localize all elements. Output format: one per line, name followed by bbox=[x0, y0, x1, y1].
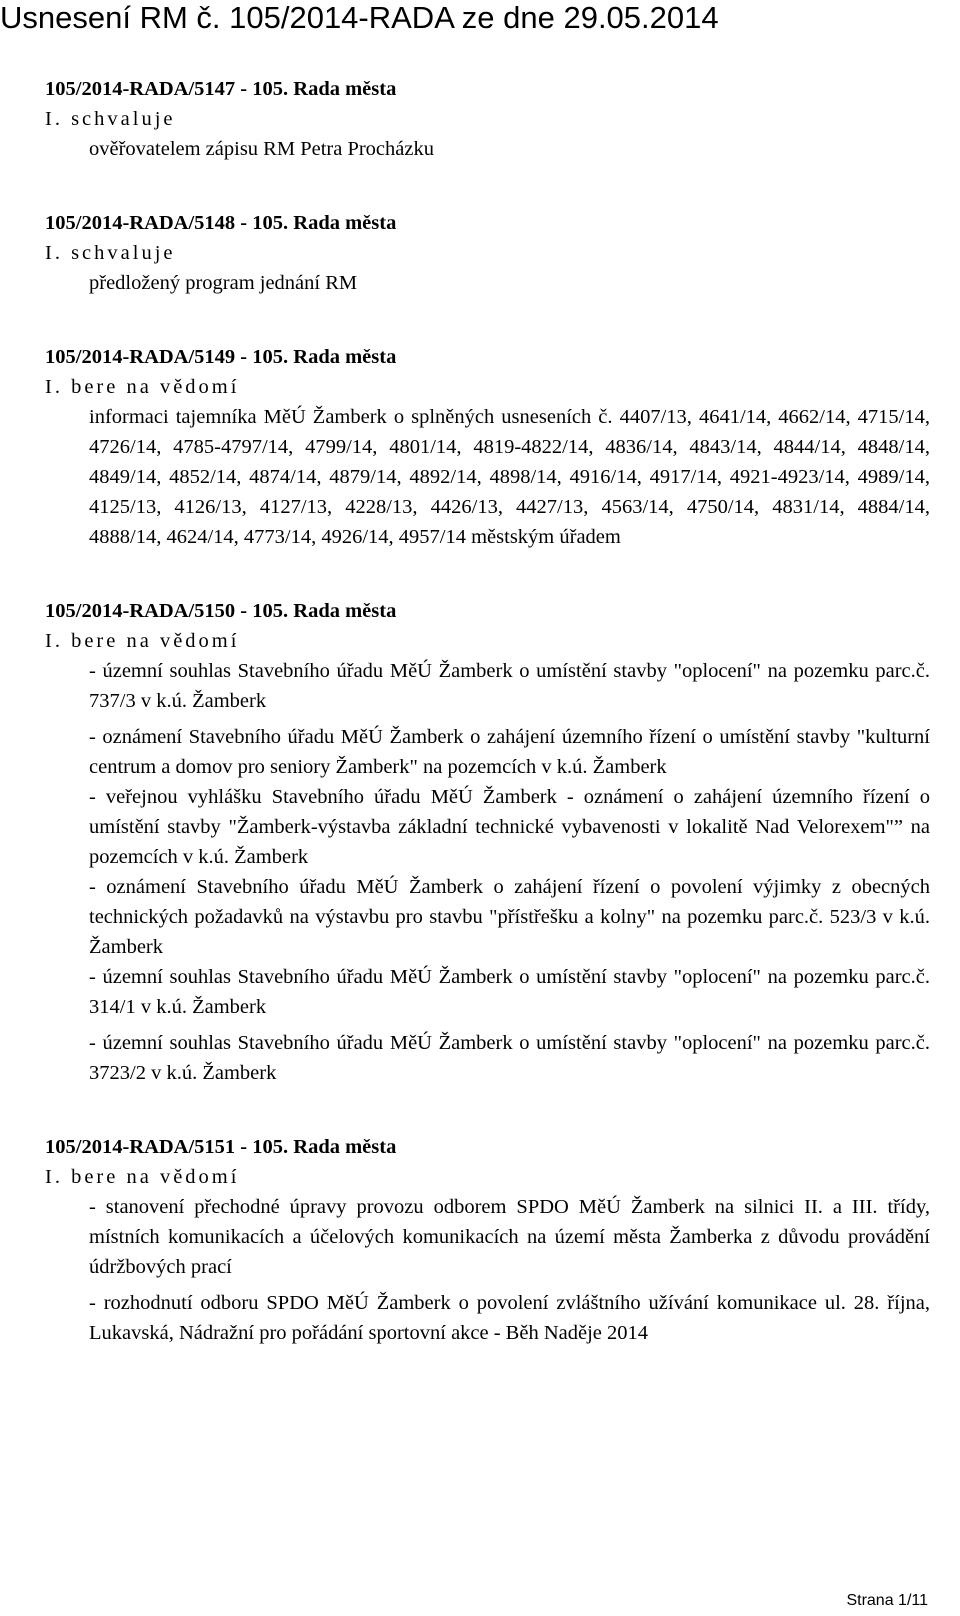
resolution-verb: I. bere na vědomí bbox=[45, 376, 240, 398]
resolution-id: 105/2014-RADA/5148 - 105. Rada města bbox=[45, 212, 397, 234]
resolution-items bbox=[89, 656, 930, 1088]
list-item: - oznámení Stavebního úřadu MěÚ Žamberk o zahájení územního řízení o umístění stavby "kulturní centrum a domov pro seniory Žamberk" na pozemcích v k.ú. Žamberk bbox=[89, 726, 930, 778]
resolution-5150 bbox=[45, 596, 930, 1088]
resolution-verb: I. schvaluje bbox=[45, 242, 176, 264]
resolution-5147 bbox=[45, 74, 930, 164]
resolution-id: 105/2014-RADA/5149 - 105. Rada města bbox=[45, 346, 397, 368]
resolutions-list bbox=[45, 74, 930, 1392]
resolution-id: 105/2014-RADA/5151 - 105. Rada města bbox=[45, 1136, 397, 1158]
list-item: - stanovení přechodné úpravy provozu odborem SPDO MěÚ Žamberk na silnici II. a III. třídy, místních komunikacích a účelových komunikacích na území města Žamberka z důvodu provádění údržbových prací bbox=[89, 1196, 930, 1278]
resolution-5148 bbox=[45, 208, 930, 298]
resolution-5149 bbox=[45, 342, 930, 552]
resolution-5151 bbox=[45, 1132, 930, 1348]
resolution-id: 105/2014-RADA/5150 - 105. Rada města bbox=[45, 600, 397, 622]
list-item: - oznámení Stavebního úřadu MěÚ Žamberk o zahájení řízení o povolení výjimky z obecných technických požadavků na výstavbu pro stavbu "přístřešku a kolny" na pozemku parc.č. 523/3 v k.ú. Žamberk bbox=[89, 876, 930, 958]
page-number: Strana 1/11 bbox=[846, 1592, 928, 1609]
list-item: - veřejnou vyhlášku Stavebního úřadu MěÚ Žamberk - oznámení o zahájení územního řízení o umístění stavby "Žamberk-výstavba základní technické vybavenosti v lokalitě Nad Velorexem"” na pozemcích v k.ú. Žamberk bbox=[89, 786, 930, 868]
resolution-items bbox=[89, 1192, 930, 1348]
list-item: - územní souhlas Stavebního úřadu MěÚ Žamberk o umístění stavby "oplocení" na pozemku parc.č. 314/1 v k.ú. Žamberk bbox=[89, 966, 930, 1018]
list-item: - územní souhlas Stavebního úřadu MěÚ Žamberk o umístění stavby "oplocení" na pozemku parc.č. 737/3 v k.ú. Žamberk bbox=[89, 660, 930, 712]
resolution-text: předložený program jednání RM bbox=[89, 272, 358, 294]
resolution-verb: I. bere na vědomí bbox=[45, 1166, 240, 1188]
resolution-verb: I. bere na vědomí bbox=[45, 630, 240, 652]
resolution-text: ověřovatelem zápisu RM Petra Procházku bbox=[89, 138, 434, 160]
resolution-verb: I. schvaluje bbox=[45, 108, 176, 130]
list-item: - územní souhlas Stavebního úřadu MěÚ Žamberk o umístění stavby "oplocení" na pozemku parc.č. 3723/2 v k.ú. Žamberk bbox=[89, 1032, 930, 1084]
list-item: - rozhodnutí odboru SPDO MěÚ Žamberk o povolení zvláštního užívání komunikace ul. 28. října, Lukavská, Nádražní pro pořádání sportovní akce - Běh Naděje 2014 bbox=[89, 1292, 930, 1344]
resolution-id: 105/2014-RADA/5147 - 105. Rada města bbox=[45, 78, 397, 100]
document-title: Usnesení RM č. 105/2014-RADA ze dne 29.05.2014 bbox=[0, 0, 719, 35]
resolution-text: informaci tajemníka MěÚ Žamberk o splněných usneseních č. 4407/13, 4641/14, 4662/14, 4715/14, 4726/14, 4785-4797/14, 4799/14, 4801/14, 4819-4822/14, 4836/14, 4843/14, 4844/14, 4848/14, 4849/14, 4852/14, 4874/14, 4879/14, 4892/14, 4898/14, 4916/14, 4917/14, 4921-4923/14, 4989/14, 4125/13, 4126/13, 4127/13, 4228/13, 4426/13, 4427/13, 4563/14, 4750/14, 4831/14, 4884/14, 4888/14, 4624/14, 4773/14, 4926/14, 4957/14 městským úřadem bbox=[89, 406, 930, 548]
